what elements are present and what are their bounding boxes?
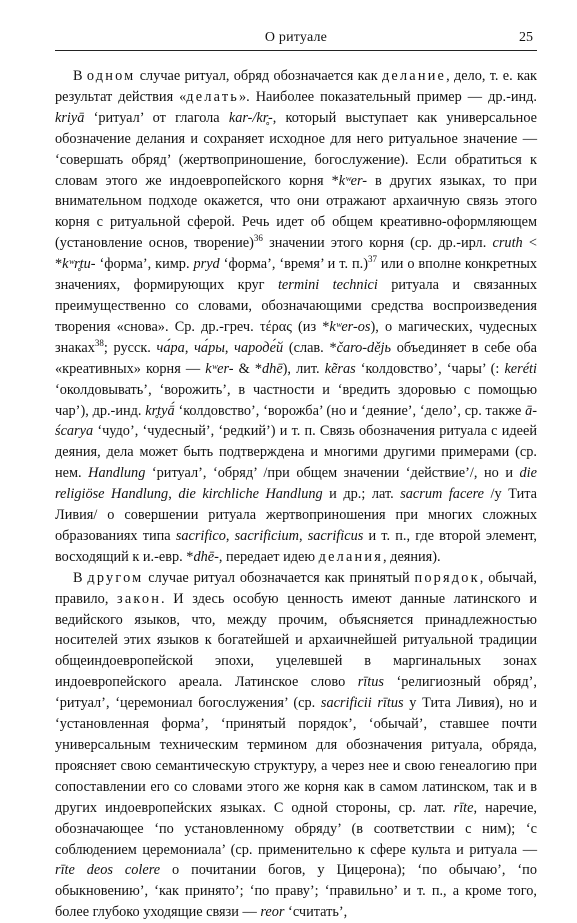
page-number: 25 xyxy=(519,30,533,45)
paragraph-1: В одном случае ритуал, обряд обозначается как делание, дело, т. е. как результат действия «делать». Наиболее показательный пример — др.-инд. kriyā ‘ритуал’ от глагола kar-/kr̥-, который выступает как универсальное обозначение делания и сохраняет исходное для него ритуальное значение — ‘совершать обряд’ (жертвоприношение, богослужение). Если обратиться к словам этого же индоевропейского корня *kʷer- в других языках, то при внимательном подходе окажется, что они отражают архаичную связь этого корня с ритуальной сферой. Речь идет об общем креативно-оформляющем (установление основ, творение)$^{36}$ значении этого корня (ср. др.-ирл. cruth < *kʷr̥tu- ‘форма’, кимр. pryd ‘форма’, ‘время’ и т. п.)$^{37}$ или о вполне конкретных значениях, формирующих круг termini technici ритуала и связанных преимущественно со словами, обозначающими средства воспроизведения творения «снова». Ср. др.-греч. τέρας (из *kʷer-os), о магических, чудесных знаках$^{38}$; русск. ча́ра, ча́ры, чароде́й (слав. *čaro-dějь объединяет в себе оба «креативных» корня — kʷer- & *dhē), лит. kẽras ‘колдовство’, ‘чары’ (: keréti ‘околдовывать’, ‘ворожить’, в частности и ‘вредить здоровью с помощью чар’), др.-инд. kr̥tyā́ ‘колдовство’, ‘ворожба’ (но и ‘деяние’, ‘дело’, ср. также ā-ścarya ‘чудо’, ‘чудесный’, ‘редкий’) и т. п. Связь обозначения ритуала с идеей деяния, дела может быть подтверждена и многими другими примерами (ср. нем. Handlung ‘ритуал’, ‘обряд’ /при общем значении ‘действие’/, но и die religiöse Handlung, die kirchliche Handlung и др.; лат. sacrum facere /у Тита Ливия/ о совершении ритуала жертвоприношения при многих сложных образованиях типа sacrifico, sacrificium, sacrificus и т. п., где второй элемент, восходящий к и.-евр. *dhē-, передает идею делания, деяния). xyxy=(55,68,537,565)
page-header xyxy=(55,22,537,51)
running-title: О ритуале xyxy=(264,30,328,45)
body-text xyxy=(55,66,537,923)
paragraph-2: В другом случае ритуал обозначается как принятый порядок, обычай, правило, закон. И здесь особую ценность имеют данные латинского и ведийского языков, что, между прочим, объясняется принадлежностью носителей этих языков к богатейшей и архаичнейшей ритуальной традиции общеиндоевропейской эпохи, уцелевшей в маргинальных зонах индоевропейского ареала. Латинское слово rītus ‘религиозный обряд’, ‘ритуал’, ‘церемониал богослужения’ (ср. sacrificii rītus у Тита Ливия), но и ‘установленная форма’, ‘принятый порядок’, ‘обычай’, ставшее почти универсальным техническим термином для обозначения ритуала, обряда, проясняет свою семантическую структуру, а через нее и свою генеалогию при сопоставлении его со словами этого же корня как в самом латинском, так и в других индоевропейских языках. С одной стороны, ср. лат. rīte, наречие, обозначающее ‘по установленному обряду’ (в соответствии с ним); ‘с соблюдением церемониала’ (ср. применительно к сфере культа и ритуала — rīte deos colere о почитании богов, у Цицерона); ‘по обычаю’, ‘по обыкновению’, ‘как принято’; ‘по праву’; ‘правильно’ и т. п., а кроме того, более глубоко уходящие связи — reor ‘считать’, xyxy=(55,569,537,921)
